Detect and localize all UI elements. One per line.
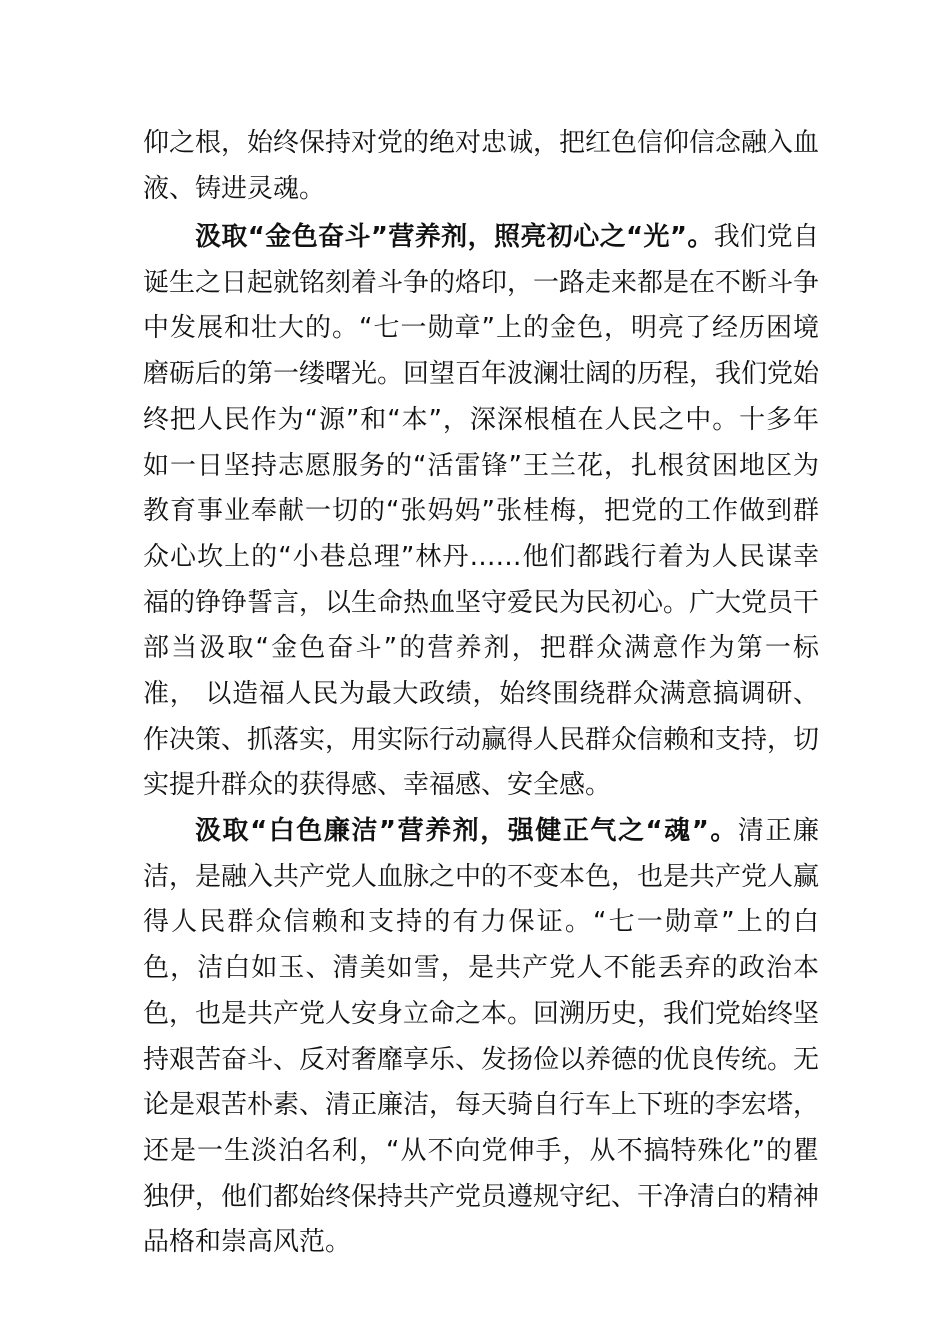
paragraph-heading: 汲取“白色廉洁”营养剂，强健正气之“魂”。	[195, 816, 738, 846]
paragraph-body: 清正廉洁，是融入共产党人血脉之中的不变本色，也是共产党人赢得人民群众信赖和支持的有力保证。“七一勋章”上的白色，洁白如玉、清美如雪，是共产党人不能丢弃的政治本色，也是共产党人安身立命之本。回溯历史，我们党始终坚持艰苦奋斗、反对奢靡享乐、发扬俭以养德的优良传统。无论是艰苦朴素、清正廉洁，每天骑自行车上下班的李宏塔，还是一生淡泊名利，“从不向党伸手，从不搞特殊化”的瞿独伊，他们都始终保持共产党员遵规守纪、干净清白的精神品格和崇高风范。	[143, 816, 820, 1258]
paragraph-body: 我们党自诞生之日起就铭刻着斗争的烙印，一路走来都是在不断斗争中发展和壮大的。“七一勋章”上的金色，明亮了经历困境磨砺后的第一缕曙光。回望百年波澜壮阔的历程，我们党始终把人民作为“源”和“本”，深深根植在人民之中。十多年如一日坚持志愿服务的“活雷锋”王兰花，扎根贫困地区为教育事业奉献一切的“张妈妈”张桂梅，把党的工作做到群众心坎上的“小巷总理”林丹……他们都践行着为人民谋幸福的铮铮誓言，以生命热血坚守爱民为民初心。广大党员干部当汲取“金色奋斗”的营养剂，把群众满意作为第一标准， 以造福人民为最大政绩，始终围绕群众满意搞调研、作决策、抓落实，用实际行动赢得人民群众信赖和支持，切实提升群众的获得感、幸福感、安全感。	[143, 222, 820, 801]
paragraph-continuation	[143, 121, 819, 212]
paragraph-body: 仰之根，始终保持对党的绝对忠诚，把红色信仰信念融入血液、铸进灵魂。	[143, 128, 820, 204]
paragraph-heading: 汲取“金色奋斗”营养剂，照亮初心之“光”。	[195, 222, 714, 252]
paragraph-content	[143, 809, 819, 1266]
paragraph-content	[143, 215, 819, 809]
paragraph-white-integrity	[143, 809, 819, 1266]
paragraph-golden-struggle	[143, 215, 819, 809]
